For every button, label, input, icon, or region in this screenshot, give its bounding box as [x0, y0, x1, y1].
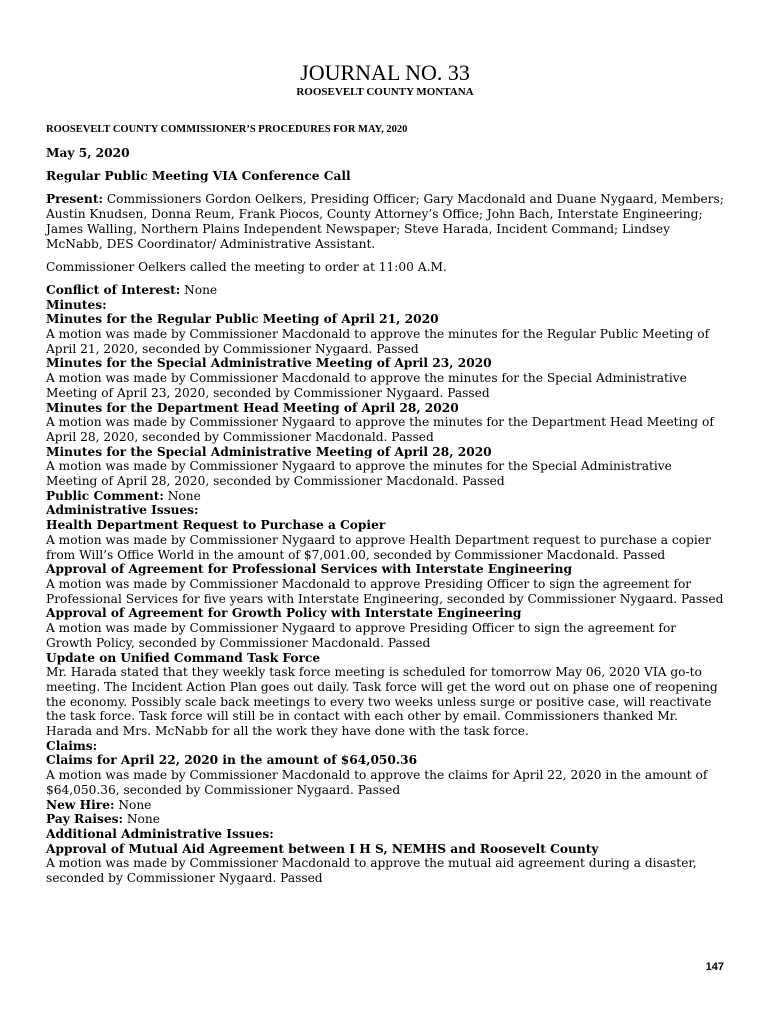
minutes-item-title: Minutes for the Regular Public Meeting of April 21, 2020: [46, 312, 439, 327]
minutes-item-text: A motion was made by Commissioner Macdonald to approve the minutes for the Regular Public Meeting of April 21, 2020, seconded by Commissioner Nygaard. Passed: [46, 327, 710, 356]
admin-item-title: Update on Unified Command Task Force: [46, 650, 321, 665]
county-name: ROOSEVELT COUNTY MONTANA: [296, 86, 474, 98]
claims-heading: Claims:: [46, 738, 98, 753]
administrative-heading: Administrative Issues:: [46, 503, 199, 518]
conflict-value: None: [180, 282, 218, 297]
present-label: Present:: [46, 192, 103, 207]
new-hire: [46, 798, 726, 813]
additional-heading: Additional Administrative Issues:: [46, 826, 274, 841]
journal-title: JOURNAL NO. 33: [300, 60, 470, 85]
admin-item-text: Mr. Harada stated that they weekly task force meeting is scheduled for tomorrow May 06, 2020 VIA go-to meeting. The Incident Action Plan goes out daily. Task force will get the word out on phase one of reopening the economy. Possibly scale back meetings to every two weeks unless surge or positive case, will reactivate the task force. Task force will still be in contact with each other by email. Commissioners thanked Mr. Harada and Mrs. McNabb for all the work they have done with the task force.: [46, 665, 718, 739]
procedures-heading: ROOSEVELT COUNTY COMMISSIONER’S PROCEDURES FOR MAY, 2020: [46, 124, 408, 135]
pay-raises: [46, 812, 726, 827]
meeting-type: Regular Public Meeting VIA Conference Call: [46, 169, 351, 184]
pay-raises-value: None: [122, 812, 160, 827]
claims-text: A motion was made by Commissioner Macdonald to approve the claims for April 22, 2020 in the amount of $64,050.36, seconded by Commissioner Nygaard. Passed: [46, 768, 708, 797]
minutes-item-title: Minutes for the Special Administrative Meeting of April 28, 2020: [46, 444, 492, 459]
admin-item-title: Approval of Agreement for Growth Policy with Interstate Engineering: [46, 606, 522, 621]
admin-item-text: A motion was made by Commissioner Nygaard to approve Health Department request to purchase a copier from Will’s Office World in the amount of $7,001.00, seconded by Commissioner Macdonald. Passed: [46, 532, 711, 562]
minutes-item-title: Minutes for the Special Administrative Meeting of April 23, 2020: [46, 356, 492, 371]
page-number: 147: [705, 961, 724, 973]
minutes-item-text: A motion was made by Commissioner Nygaard to approve the minutes for the Special Administrative Meeting of April 28, 2020, seconded by Commissioner Macdonald. Passed: [46, 459, 672, 489]
call-to-order: Commissioner Oelkers called the meeting to order at 11:00 A.M.: [46, 259, 447, 274]
minutes-item-text: A motion was made by Commissioner Nygaard to approve the minutes for the Department Head Meeting of April 28, 2020, seconded by Commissioner Macdonald. Passed: [46, 415, 714, 444]
claims-title: Claims for April 22, 2020 in the amount of $64,050.36: [46, 753, 418, 768]
attendance-paragraph: [46, 192, 726, 251]
admin-item-title: Approval of Agreement for Professional Services with Interstate Engineering: [46, 562, 572, 577]
public-comment-value: None: [163, 488, 201, 503]
additional-text: A motion was made by Commissioner Macdonald to approve the mutual aid agreement during a disaster, seconded by Commissioner Nygaard. Passed: [46, 856, 697, 886]
minutes-item-text: A motion was made by Commissioner Macdonald to approve the minutes for the Special Administrative Meeting of April 23, 2020, seconded by Commissioner Nygaard. Passed: [46, 371, 687, 400]
new-hire-value: None: [114, 797, 152, 812]
meeting-date: May 5, 2020: [46, 146, 130, 160]
conflict-of-interest: [46, 283, 726, 298]
document-body: [46, 146, 726, 886]
present-text: Commissioners Gordon Oelkers, Presiding Officer; Gary Macdonald and Duane Nygaard, Members; Austin Knudsen, Donna Reum, Frank Piocos, County Attorney’s Office; John Bach, Interstate Engineering; James Walling, Northern Plains Independent Newspaper; Steve Harada, Incident Command; Lindsey McNabb, DES Coordinator/ Administrative Assistant.: [46, 192, 724, 251]
conflict-label: Conflict of Interest:: [46, 282, 181, 297]
minutes-heading: Minutes:: [46, 297, 107, 312]
additional-title: Approval of Mutual Aid Agreement between I H S, NEMHS and Roosevelt County: [46, 841, 599, 856]
public-comment: [46, 489, 726, 504]
minutes-item-title: Minutes for the Department Head Meeting of April 28, 2020: [46, 400, 459, 415]
admin-item-title: Health Department Request to Purchase a Copier: [46, 518, 386, 533]
public-comment-label: Public Comment:: [46, 488, 164, 503]
admin-item-text: A motion was made by Commissioner Macdonald to approve Presiding Officer to sign the agreement for Professional Services for five years with Interstate Engineering, seconded by Commissioner Nygaard. Passed: [46, 576, 724, 606]
admin-item-text: A motion was made by Commissioner Nygaard to approve Presiding Officer to sign the agreement for Growth Policy, seconded by Commissioner Macdonald. Passed: [46, 621, 677, 650]
pay-raises-label: Pay Raises:: [46, 812, 123, 827]
new-hire-label: New Hire:: [46, 797, 115, 812]
